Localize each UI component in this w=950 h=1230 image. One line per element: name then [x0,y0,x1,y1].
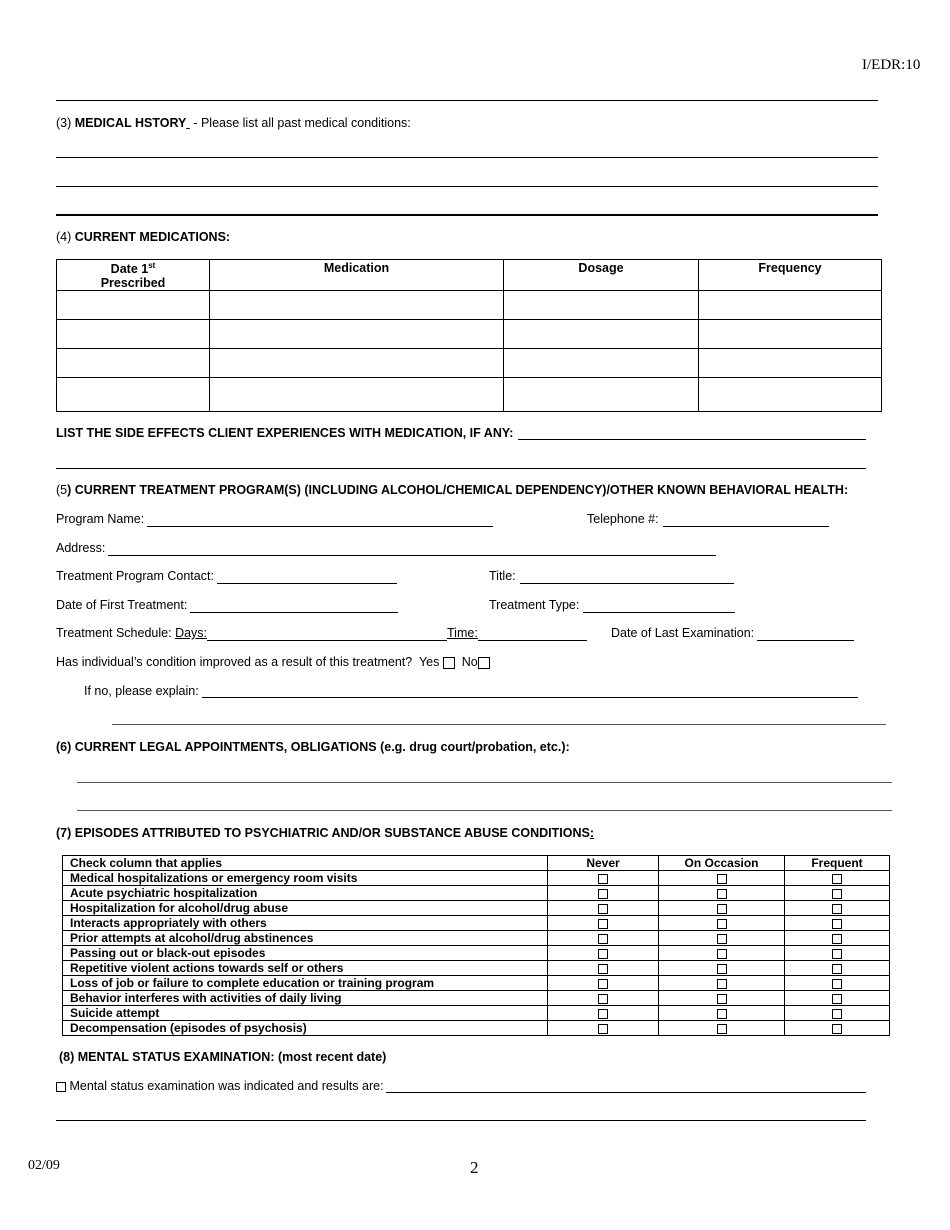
medication-row [57,291,882,320]
episode-cell-on-occasion [659,991,785,1006]
col-medication: Medication [210,260,504,291]
section-4-title: CURRENT MEDICATIONS: [74,230,231,244]
episode-cell-never [548,946,659,961]
episode-label: Behavior interferes with activities of daily living [63,991,548,1006]
episode-row [63,991,890,1006]
never-checkbox[interactable] [598,979,608,989]
title-field[interactable] [520,583,734,584]
episode-cell-never [548,886,659,901]
yes-checkbox[interactable] [443,657,455,669]
on-occasion-checkbox[interactable] [717,874,727,884]
divider [56,100,878,101]
cell-medication[interactable] [210,320,504,349]
episode-cell-frequent [785,991,890,1006]
episode-label: Decompensation (episodes of psychosis) [63,1021,548,1036]
explain-label: If no, please explain: [84,684,199,698]
on-occasion-checkbox[interactable] [717,994,727,1004]
episode-cell-never [548,991,659,1006]
never-checkbox[interactable] [598,1024,608,1034]
side-effects-line-2[interactable] [56,468,866,469]
never-checkbox[interactable] [598,919,608,929]
episode-cell-never [548,931,659,946]
episode-cell-frequent [785,886,890,901]
frequent-checkbox[interactable] [832,919,842,929]
medical-history-line-1[interactable] [56,157,878,158]
episode-label: Suicide attempt [63,1006,548,1021]
episode-label: Acute psychiatric hospitalization [63,886,548,901]
episode-cell-on-occasion [659,1021,785,1036]
episodes-table [62,855,890,1036]
schedule-label: Treatment Schedule: Days: [56,626,208,640]
cell-dosage[interactable] [504,349,699,378]
episode-label: Interacts appropriately with others [63,916,548,931]
mse-results-line-2[interactable] [56,1120,866,1121]
treatment-type-label: Treatment Type: [489,598,580,612]
page-number: 2 [470,1158,479,1177]
episode-cell-frequent [785,976,890,991]
episode-cell-on-occasion [659,931,785,946]
cell-frequency[interactable] [699,291,882,320]
medical-history-line-2[interactable] [56,186,878,187]
last-exam-field[interactable] [757,640,854,641]
contact-field[interactable] [217,583,397,584]
cell-medication[interactable] [210,378,504,412]
episode-row [63,916,890,931]
days-label: Days: [175,626,208,640]
treatment-type-field[interactable] [583,612,735,613]
on-occasion-checkbox[interactable] [717,1009,727,1019]
section-6-heading: (6) CURRENT LEGAL APPOINTMENTS, OBLIGATIONS (e.g. drug court/probation, etc.): [56,740,570,754]
episode-row [63,931,890,946]
no-label: No [461,655,478,669]
on-occasion-checkbox[interactable] [717,979,727,989]
col-dosage: Dosage [504,260,699,291]
episode-cell-never [548,1021,659,1036]
cell-date[interactable] [57,320,210,349]
medication-row [57,378,882,412]
first-treatment-field[interactable] [190,612,398,613]
section-7-heading: (7) EPISODES ATTRIBUTED TO PSYCHIATRIC AND/OR SUBSTANCE ABUSE CONDITIONS: [56,826,594,840]
frequent-checkbox[interactable] [832,904,842,914]
telephone-label: Telephone #: [587,512,659,526]
cell-dosage[interactable] [504,378,699,412]
medications-table [56,259,882,412]
section-4-number: (4) [56,230,72,244]
section-3-number: (3) [56,116,72,130]
on-occasion-checkbox[interactable] [717,904,727,914]
time-field[interactable] [478,640,587,641]
episode-row [63,901,890,916]
episode-cell-never [548,961,659,976]
episode-cell-frequent [785,931,890,946]
medication-row [57,320,882,349]
medical-history-line-3[interactable] [56,214,878,216]
frequent-checkbox[interactable] [832,889,842,899]
episode-label: Loss of job or failure to complete education or training program [63,976,548,991]
episode-cell-never [548,901,659,916]
col-check-column: Check column that applies [63,856,548,871]
frequent-checkbox[interactable] [832,949,842,959]
on-occasion-checkbox[interactable] [717,1024,727,1034]
address-field[interactable] [108,555,716,556]
section-4-heading [56,230,230,244]
frequent-checkbox[interactable] [832,934,842,944]
section-5-number: (5 [56,483,68,497]
col-on-occasion: On Occasion [659,856,785,871]
side-effects-field[interactable] [518,439,866,440]
episode-cell-on-occasion [659,871,785,886]
episode-row [63,961,890,976]
section-3-heading [56,116,411,130]
episode-row [63,1021,890,1036]
episode-label: Prior attempts at alcohol/drug abstinences [63,931,548,946]
col-date-prescribed: Date 1st Prescribed [57,260,210,291]
cell-medication[interactable] [210,349,504,378]
section-5-title: ) CURRENT TREATMENT PROGRAM(S) (INCLUDING ALCOHOL/CHEMICAL DEPENDENCY)/OTHER KNOWN BEHAVIORAL HEALTH: [67,483,849,497]
on-occasion-checkbox[interactable] [717,919,727,929]
episode-cell-on-occasion [659,886,785,901]
section-8-heading: (8) MENTAL STATUS EXAMINATION: (most recent date) [59,1050,387,1064]
episode-label: Passing out or black-out episodes [63,946,548,961]
episode-cell-frequent [785,1021,890,1036]
first-treatment-label: Date of First Treatment: [56,598,188,612]
episode-cell-frequent [785,1006,890,1021]
no-checkbox[interactable] [478,657,490,669]
address-label: Address: [56,541,106,555]
cell-frequency[interactable] [699,349,882,378]
frequent-checkbox[interactable] [832,1009,842,1019]
episode-label: Hospitalization for alcohol/drug abuse [63,901,548,916]
episodes-header-row [63,856,890,871]
episode-cell-frequent [785,901,890,916]
never-checkbox[interactable] [598,994,608,1004]
on-occasion-checkbox[interactable] [717,949,727,959]
episode-row [63,946,890,961]
never-checkbox[interactable] [598,949,608,959]
contact-label: Treatment Program Contact: [56,569,214,583]
days-field[interactable] [207,640,447,641]
col-never: Never [548,856,659,871]
on-occasion-checkbox[interactable] [717,964,727,974]
improved-question: Has individual’s condition improved as a result of this treatment? Yes No [56,655,490,669]
cell-dosage[interactable] [504,320,699,349]
mse-indicated-checkbox[interactable] [56,1082,66,1092]
program-name-label: Program Name: [56,512,145,526]
explain-field[interactable] [202,697,858,698]
episode-label: Repetitive violent actions towards self or others [63,961,548,976]
never-checkbox[interactable] [598,904,608,914]
program-name-field[interactable] [147,526,493,527]
cell-medication[interactable] [210,291,504,320]
never-checkbox[interactable] [598,874,608,884]
last-exam-label: Date of Last Examination: [611,626,755,640]
episode-cell-on-occasion [659,901,785,916]
medications-header-row [57,260,882,291]
mse-indicated-row [56,1079,384,1093]
title-label: Title: [489,569,516,583]
frequent-checkbox[interactable] [832,1024,842,1034]
episode-cell-never [548,871,659,886]
cell-date[interactable] [57,378,210,412]
episode-cell-never [548,1006,659,1021]
yes-label: Yes [418,655,440,669]
episode-label: Medical hospitalizations or emergency room visits [63,871,548,886]
episode-cell-on-occasion [659,976,785,991]
never-checkbox[interactable] [598,934,608,944]
col-frequent: Frequent [785,856,890,871]
section-3-title: MEDICAL HSTORY [74,116,187,130]
section-3-instructions: - Please list all past medical conditions: [189,116,411,130]
episode-cell-frequent [785,871,890,886]
col-frequency: Frequency [699,260,882,291]
mse-indicated-label: Mental status examination was indicated and results are: [69,1079,384,1093]
explain-line-2[interactable] [112,724,886,725]
mse-results-field[interactable] [386,1092,866,1093]
section-5-heading [56,483,848,497]
side-effects-label: LIST THE SIDE EFFECTS CLIENT EXPERIENCES WITH MEDICATION, IF ANY: [56,426,514,440]
episode-cell-on-occasion [659,946,785,961]
cell-frequency[interactable] [699,378,882,412]
on-occasion-checkbox[interactable] [717,934,727,944]
episode-row [63,976,890,991]
never-checkbox[interactable] [598,1009,608,1019]
legal-line-1[interactable] [77,782,892,783]
episode-cell-on-occasion [659,961,785,976]
episode-cell-never [548,976,659,991]
never-checkbox[interactable] [598,889,608,899]
episode-row [63,886,890,901]
episode-cell-never [548,916,659,931]
cell-frequency[interactable] [699,320,882,349]
episode-cell-frequent [785,916,890,931]
cell-dosage[interactable] [504,291,699,320]
time-label: Time: [447,626,478,640]
frequent-checkbox[interactable] [832,874,842,884]
legal-line-2[interactable] [77,810,892,811]
medication-row [57,349,882,378]
episode-cell-on-occasion [659,916,785,931]
form-code: I/EDR:10 [862,57,921,73]
episode-row [63,1006,890,1021]
telephone-field[interactable] [663,526,829,527]
episode-row [63,871,890,886]
episode-cell-frequent [785,946,890,961]
cell-date[interactable] [57,291,210,320]
episode-cell-frequent [785,961,890,976]
frequent-checkbox[interactable] [832,994,842,1004]
cell-date[interactable] [57,349,210,378]
frequent-checkbox[interactable] [832,979,842,989]
revision-date: 02/09 [28,1158,60,1173]
frequent-checkbox[interactable] [832,964,842,974]
never-checkbox[interactable] [598,964,608,974]
on-occasion-checkbox[interactable] [717,889,727,899]
episode-cell-on-occasion [659,1006,785,1021]
